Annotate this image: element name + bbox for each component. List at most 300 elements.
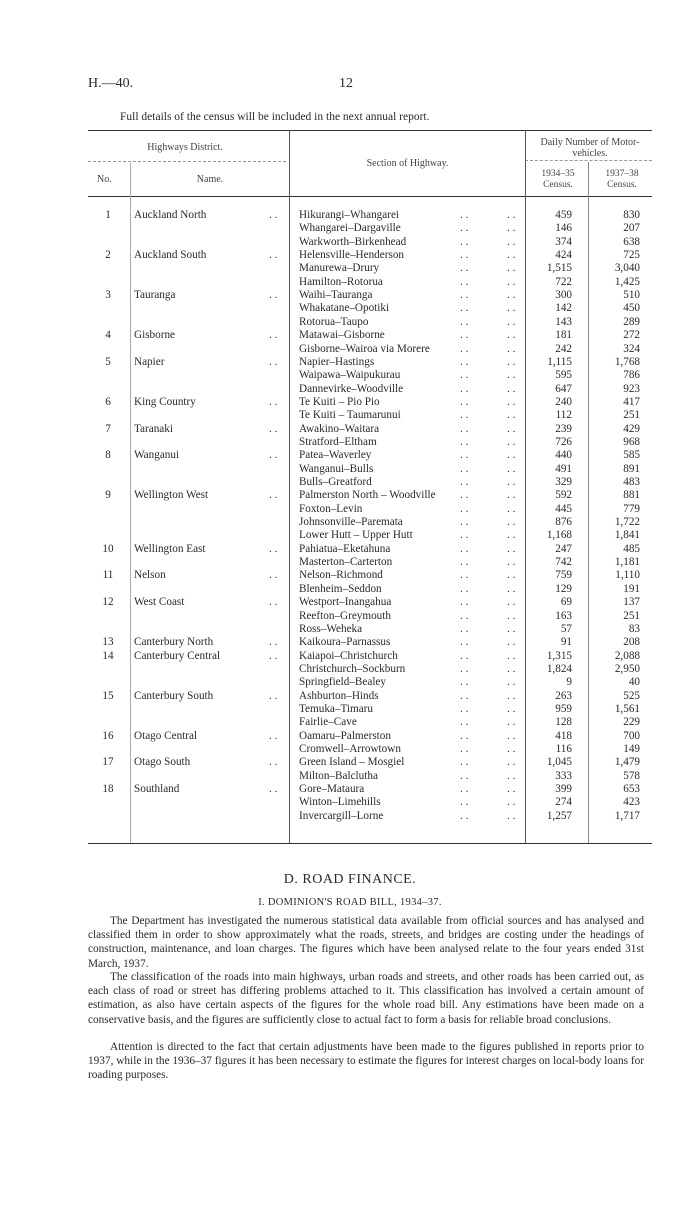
- leader-dots: . .: [507, 702, 516, 715]
- leader-dots: . .: [460, 796, 469, 809]
- count-1937-38: 83: [628, 622, 640, 635]
- highway-section: Masterton–Carterton: [299, 556, 393, 569]
- highway-section: Green Island – Mosgiel: [299, 756, 405, 769]
- header-census-1937: 1937–38 Census.: [605, 169, 639, 190]
- highway-section: Waihi–Tauranga: [299, 289, 373, 302]
- leader-dots: . .: [269, 395, 278, 408]
- table-row: [88, 302, 652, 315]
- table-row: [88, 690, 652, 703]
- leader-dots: . .: [507, 329, 516, 342]
- table-row: [88, 770, 652, 783]
- table-row: [88, 423, 652, 436]
- paragraph-2-text: The classification of the roads into main highways, urban roads and streets, and other roads has been carried out, as each class of road or street has differing problems attached to it. This classification has involved a certain amount of estimation, as also have certain aspects of the figures for the whole road bill. Any estimations have been made on a conservative basis, and the figures are sufficiently close to actual fact to form a basis for reliable broad conclusions.: [88, 971, 644, 1026]
- leader-dots: . .: [507, 662, 516, 675]
- count-1934-35: 9: [566, 676, 572, 689]
- district-name: Otago Central: [134, 729, 198, 742]
- highway-section: Christchurch–Sockburn: [299, 662, 406, 675]
- count-1934-35: 424: [555, 249, 572, 262]
- leader-dots: . .: [269, 569, 278, 582]
- page-reference: H.—40.: [88, 76, 134, 91]
- count-1934-35: 263: [555, 689, 572, 702]
- leader-dots: . .: [507, 422, 516, 435]
- highway-section: Matawai–Gisborne: [299, 329, 385, 342]
- leader-dots: . .: [460, 222, 469, 235]
- count-1937-38: 1,110: [615, 569, 640, 582]
- highway-section: Whakatane–Opotiki: [299, 302, 390, 315]
- leader-dots: . .: [269, 689, 278, 702]
- highway-section: Te Kuiti – Taumarunui: [299, 409, 401, 422]
- table-row: [88, 262, 652, 275]
- leader-dots: . .: [269, 329, 278, 342]
- row-number: 11: [102, 569, 114, 582]
- count-1937-38: 881: [623, 489, 640, 502]
- leader-dots: . .: [460, 502, 469, 515]
- highway-section: Rotorua–Taupo: [299, 315, 369, 328]
- leader-dots: . .: [507, 729, 516, 742]
- highway-section: Springfield–Bealey: [299, 676, 386, 689]
- highway-section: Temuka–Timaru: [299, 702, 374, 715]
- leader-dots: . .: [460, 542, 469, 555]
- leader-dots: . .: [507, 582, 516, 595]
- count-1934-35: 329: [555, 476, 572, 488]
- leader-dots: . .: [507, 355, 516, 368]
- highway-section: Manurewa–Drury: [299, 262, 380, 275]
- row-number: 4: [105, 329, 111, 342]
- leader-dots: . .: [507, 796, 516, 809]
- count-1934-35: 418: [555, 729, 572, 742]
- leader-dots: . .: [507, 649, 516, 662]
- district-name: Napier: [134, 355, 165, 368]
- count-1934-35: 592: [555, 489, 572, 502]
- leader-dots: . .: [460, 622, 469, 635]
- highway-section: Invercargill–Lorne: [299, 809, 384, 822]
- leader-dots: . .: [460, 369, 469, 382]
- count-1934-35: 240: [555, 395, 572, 408]
- count-1937-38: 450: [623, 302, 640, 315]
- count-1937-38: 525: [623, 689, 640, 702]
- district-sub-rule: [88, 161, 286, 162]
- count-1934-35: 163: [555, 609, 572, 622]
- leader-dots: . .: [460, 582, 469, 595]
- highway-section: Oamaru–Palmerston: [299, 729, 391, 742]
- highway-section: Johnsonville–Paremata: [299, 516, 403, 529]
- table-row: [88, 516, 652, 529]
- table-top-rule: [88, 130, 652, 131]
- leader-dots: . .: [507, 395, 516, 408]
- table-row: [88, 343, 652, 356]
- count-1937-38: 208: [623, 636, 640, 649]
- district-name: Otago South: [134, 756, 191, 769]
- leader-dots: . .: [460, 209, 469, 221]
- table-row: [88, 730, 652, 743]
- highway-section: Cromwell–Arrowtown: [299, 743, 401, 755]
- leader-dots: . .: [507, 435, 516, 448]
- highway-section: Milton–Balclutha: [299, 769, 378, 782]
- highway-section: Fairlie–Cave: [299, 716, 357, 729]
- leader-dots: . .: [507, 262, 516, 275]
- highway-section: Lower Hutt – Upper Hutt: [299, 529, 413, 542]
- count-1934-35: 239: [555, 422, 572, 435]
- count-1937-38: 653: [623, 783, 640, 796]
- row-number: 17: [102, 756, 114, 769]
- leader-dots: . .: [507, 302, 516, 315]
- leader-dots: . .: [460, 516, 469, 529]
- count-1934-35: 128: [555, 716, 572, 729]
- highway-section: Palmerston North – Woodville: [299, 489, 436, 502]
- row-number: 12: [102, 596, 114, 609]
- section-subtitle: I. DOMINION'S ROAD BILL, 1934–37.: [258, 897, 442, 908]
- count-1934-35: 440: [555, 449, 572, 462]
- leader-dots: . .: [460, 783, 469, 796]
- count-1934-35: 116: [555, 743, 572, 755]
- count-1934-35: 1,168: [546, 529, 572, 542]
- count-1937-38: 1,841: [614, 529, 640, 542]
- table-row: [88, 409, 652, 422]
- leader-dots: . .: [460, 489, 469, 502]
- highway-section: Pahiatua–Eketahuna: [299, 542, 391, 555]
- table-row: [88, 596, 652, 609]
- count-1934-35: 1,115: [547, 355, 572, 368]
- table-row: [88, 503, 652, 516]
- leader-dots: . .: [507, 249, 516, 262]
- count-1934-35: 1,315: [546, 649, 572, 662]
- table-row: [88, 356, 652, 369]
- count-1934-35: 959: [555, 702, 572, 715]
- table-row: [88, 610, 652, 623]
- highway-section: Gisborne–Wairoa via Morere: [299, 342, 430, 355]
- count-1937-38: 1,181: [614, 556, 640, 569]
- highway-section: Whangarei–Dargaville: [299, 222, 401, 235]
- count-1937-38: 725: [623, 249, 640, 262]
- count-1937-38: 483: [623, 476, 640, 488]
- leader-dots: . .: [269, 649, 278, 662]
- count-1937-38: 1,561: [614, 702, 640, 715]
- leader-dots: . .: [507, 502, 516, 515]
- leader-dots: . .: [460, 395, 469, 408]
- table-row: [88, 463, 652, 476]
- district-name: Wellington East: [134, 542, 206, 555]
- section-title: D. ROAD FINANCE.: [283, 872, 417, 887]
- table-row: [88, 396, 652, 409]
- leader-dots: . .: [460, 769, 469, 782]
- highway-section: Warkworth–Birkenhead: [299, 235, 407, 248]
- table-row: [88, 783, 652, 796]
- row-number: 18: [102, 783, 114, 796]
- count-1937-38: 1,768: [614, 355, 640, 368]
- row-number: 7: [105, 422, 111, 435]
- table-row: [88, 329, 652, 342]
- leader-dots: . .: [507, 783, 516, 796]
- row-number: 10: [102, 542, 114, 555]
- count-1937-38: 779: [623, 502, 640, 515]
- leader-dots: . .: [460, 422, 469, 435]
- leader-dots: . .: [460, 342, 469, 355]
- count-1934-35: 181: [555, 329, 572, 342]
- paragraph-3-text: Attention is directed to the fact that certain adjustments have been made to the figures published in reports prior to 1937, while in the 1936–37 figures it has been necessary to estimate the figures for interest charges on local-body loans for roading purposes.: [88, 1041, 645, 1082]
- count-1934-35: 722: [555, 275, 572, 288]
- leader-dots: . .: [460, 529, 469, 542]
- table-row: [88, 556, 652, 569]
- leader-dots: . .: [507, 342, 516, 355]
- leader-dots: . .: [460, 409, 469, 422]
- count-1937-38: 968: [623, 435, 640, 448]
- leader-dots: . .: [507, 209, 516, 221]
- leader-dots: . .: [269, 209, 278, 221]
- table-row: [88, 663, 652, 676]
- leader-dots: . .: [507, 476, 516, 488]
- count-1937-38: 149: [623, 743, 640, 755]
- leader-dots: . .: [460, 302, 469, 315]
- count-1937-38: 510: [623, 289, 640, 302]
- table-row: [88, 636, 652, 649]
- leader-dots: . .: [460, 249, 469, 262]
- paragraph-1-text: The Department has investigated the numerous statistical data available from official sources and has analysed and classified them in order to show approximately what the roads, streets, and bridges are costing under the headings of construction, maintenance, and loan charges. The figures which have been analysed relate to the four years ended 31st March, 1937.: [88, 915, 644, 970]
- paragraph-1: [88, 914, 644, 971]
- leader-dots: . .: [507, 462, 516, 475]
- leader-dots: . .: [460, 729, 469, 742]
- highway-section: Hamilton–Rotorua: [299, 275, 383, 288]
- district-name: Canterbury North: [134, 636, 214, 649]
- count-1934-35: 445: [555, 502, 572, 515]
- leader-dots: . .: [507, 542, 516, 555]
- table-row: [88, 650, 652, 663]
- table-row: [88, 569, 652, 582]
- header-census-1934: 1934–35 Census.: [541, 169, 575, 190]
- leader-dots: . .: [460, 716, 469, 729]
- table-header-rule: [88, 196, 652, 197]
- count-1934-35: 69: [560, 596, 572, 609]
- count-1937-38: 3,040: [614, 262, 640, 275]
- count-1937-38: 2,088: [614, 649, 640, 662]
- count-1934-35: 112: [555, 409, 572, 422]
- leader-dots: . .: [460, 809, 469, 822]
- leader-dots: . .: [460, 235, 469, 248]
- leader-dots: . .: [460, 289, 469, 302]
- count-1937-38: 251: [623, 409, 640, 422]
- leader-dots: . .: [507, 222, 516, 235]
- leader-dots: . .: [507, 382, 516, 395]
- count-1934-35: 491: [555, 462, 572, 475]
- leader-dots: . .: [460, 676, 469, 689]
- table-row: [88, 716, 652, 729]
- table-row: [88, 436, 652, 449]
- table-row: [88, 449, 652, 462]
- table-row: [88, 276, 652, 289]
- count-1937-38: 289: [623, 315, 640, 328]
- leader-dots: . .: [460, 329, 469, 342]
- highway-section: Kaikoura–Parnassus: [299, 636, 391, 649]
- row-number: 14: [102, 649, 114, 662]
- leader-dots: . .: [460, 315, 469, 328]
- leader-dots: . .: [269, 783, 278, 796]
- highway-section: Hikurangi–Whangarei: [299, 209, 400, 221]
- count-1934-35: 876: [555, 516, 572, 529]
- count-1937-38: 891: [623, 462, 640, 475]
- count-1934-35: 142: [555, 302, 572, 315]
- header-name: Name.: [196, 174, 224, 185]
- leader-dots: . .: [460, 649, 469, 662]
- leader-dots: . .: [460, 556, 469, 569]
- paragraph-2: [88, 970, 644, 1027]
- highway-section: Dannevirke–Woodville: [299, 382, 404, 395]
- count-1937-38: 1,722: [614, 516, 640, 529]
- count-1937-38: 2,950: [614, 662, 640, 675]
- row-number: 16: [102, 729, 114, 742]
- count-1937-38: 324: [623, 342, 640, 355]
- leader-dots: . .: [507, 676, 516, 689]
- leader-dots: . .: [269, 249, 278, 262]
- leader-dots: . .: [507, 449, 516, 462]
- highway-section: Winton–Limehills: [299, 796, 381, 809]
- district-name: Tauranga: [134, 289, 176, 302]
- highway-section: Patea–Waverley: [299, 449, 372, 462]
- leader-dots: . .: [507, 529, 516, 542]
- leader-dots: . .: [460, 662, 469, 675]
- table-row: [88, 249, 652, 262]
- table-row: [88, 489, 652, 502]
- count-1937-38: 1,479: [614, 756, 640, 769]
- leader-dots: . .: [460, 435, 469, 448]
- district-name: Auckland South: [134, 249, 207, 262]
- leader-dots: . .: [507, 289, 516, 302]
- count-1934-35: 146: [555, 222, 572, 235]
- highway-section: Ross–Weheka: [299, 622, 363, 635]
- row-number: 2: [105, 249, 111, 262]
- leader-dots: . .: [507, 409, 516, 422]
- highway-section: Wanganui–Bulls: [299, 462, 374, 475]
- count-1934-35: 1,515: [546, 262, 572, 275]
- leader-dots: . .: [507, 275, 516, 288]
- count-1937-38: 423: [623, 796, 640, 809]
- leader-dots: . .: [460, 476, 469, 488]
- highway-section: Ashburton–Hinds: [299, 689, 379, 702]
- leader-dots: . .: [460, 355, 469, 368]
- count-1934-35: 742: [555, 556, 572, 569]
- row-number: 8: [105, 449, 111, 462]
- leader-dots: . .: [507, 622, 516, 635]
- count-1937-38: 272: [623, 329, 640, 342]
- count-1937-38: 578: [623, 769, 640, 782]
- leader-dots: . .: [269, 355, 278, 368]
- leader-dots: . .: [507, 596, 516, 609]
- header-no: No.: [97, 174, 112, 185]
- header-daily: Daily Number of Motor-vehicles.: [540, 137, 640, 159]
- district-name: Canterbury Central: [134, 649, 221, 662]
- leader-dots: . .: [507, 756, 516, 769]
- count-1934-35: 143: [555, 315, 572, 328]
- count-1937-38: 485: [623, 542, 640, 555]
- count-1934-35: 1,045: [546, 756, 572, 769]
- count-1937-38: 786: [623, 369, 640, 382]
- table-row: [88, 369, 652, 382]
- leader-dots: . .: [507, 769, 516, 782]
- table-row: [88, 209, 652, 222]
- leader-dots: . .: [460, 275, 469, 288]
- count-1934-35: 374: [555, 235, 572, 248]
- table-row: [88, 289, 652, 302]
- count-1934-35: 759: [555, 569, 572, 582]
- district-name: Auckland North: [134, 209, 207, 221]
- leader-dots: . .: [269, 449, 278, 462]
- row-number: 5: [105, 355, 111, 368]
- leader-dots: . .: [507, 716, 516, 729]
- district-name: West Coast: [134, 596, 185, 609]
- highway-section: Blenheim–Seddon: [299, 582, 382, 595]
- count-1937-38: 1,717: [614, 809, 640, 822]
- count-1937-38: 40: [628, 676, 640, 689]
- table-row: [88, 676, 652, 689]
- leader-dots: . .: [507, 809, 516, 822]
- highway-section: Te Kuiti – Pio Pio: [299, 395, 380, 408]
- leader-dots: . .: [507, 636, 516, 649]
- leader-dots: . .: [460, 756, 469, 769]
- table-row: [88, 743, 652, 756]
- header-section: Section of Highway.: [366, 158, 449, 169]
- count-1937-38: 638: [623, 235, 640, 248]
- count-1934-35: 1,824: [546, 662, 572, 675]
- leader-dots: . .: [269, 596, 278, 609]
- table-row: [88, 810, 652, 823]
- paragraph-3: [88, 1040, 644, 1083]
- leader-dots: . .: [507, 743, 516, 755]
- table-row: [88, 703, 652, 716]
- district-name: King Country: [134, 395, 196, 408]
- highway-section: Kaiapoi–Christchurch: [299, 649, 398, 662]
- leader-dots: . .: [460, 569, 469, 582]
- leader-dots: . .: [507, 489, 516, 502]
- district-name: Southland: [134, 783, 180, 796]
- count-1934-35: 300: [555, 289, 572, 302]
- count-1934-35: 726: [555, 435, 572, 448]
- row-number: 6: [105, 395, 111, 408]
- leader-dots: . .: [507, 689, 516, 702]
- count-1934-35: 242: [555, 342, 572, 355]
- count-1934-35: 57: [560, 622, 572, 635]
- highway-section: Reefton–Greymouth: [299, 609, 391, 622]
- leader-dots: . .: [507, 235, 516, 248]
- table-row: [88, 236, 652, 249]
- leader-dots: . .: [269, 289, 278, 302]
- leader-dots: . .: [460, 596, 469, 609]
- header-district-group: Highways District.: [147, 142, 223, 153]
- highway-section: Bulls–Greatford: [299, 476, 372, 488]
- count-1937-38: 229: [623, 716, 640, 729]
- page-number: 12: [339, 76, 353, 91]
- district-name: Gisborne: [134, 329, 176, 342]
- row-number: 9: [105, 489, 111, 502]
- leader-dots: . .: [507, 369, 516, 382]
- highway-section: Foxton–Levin: [299, 502, 363, 515]
- count-1934-35: 129: [555, 582, 572, 595]
- leader-dots: . .: [269, 729, 278, 742]
- row-number: 3: [105, 289, 111, 302]
- district-name: Wanganui: [134, 449, 180, 462]
- table-row: [88, 543, 652, 556]
- count-1934-35: 459: [555, 209, 572, 221]
- highway-section: Napier–Hastings: [299, 355, 375, 368]
- count-1934-35: 91: [560, 636, 572, 649]
- leader-dots: . .: [460, 636, 469, 649]
- intro-text: Full details of the census will be included in the next annual report.: [120, 111, 430, 123]
- count-1934-35: 247: [555, 542, 572, 555]
- leader-dots: . .: [460, 689, 469, 702]
- table-row: [88, 383, 652, 396]
- table-row: [88, 796, 652, 809]
- district-name: Wellington West: [134, 489, 209, 502]
- count-1937-38: 585: [623, 449, 640, 462]
- count-1937-38: 251: [623, 609, 640, 622]
- count-1937-38: 207: [623, 222, 640, 235]
